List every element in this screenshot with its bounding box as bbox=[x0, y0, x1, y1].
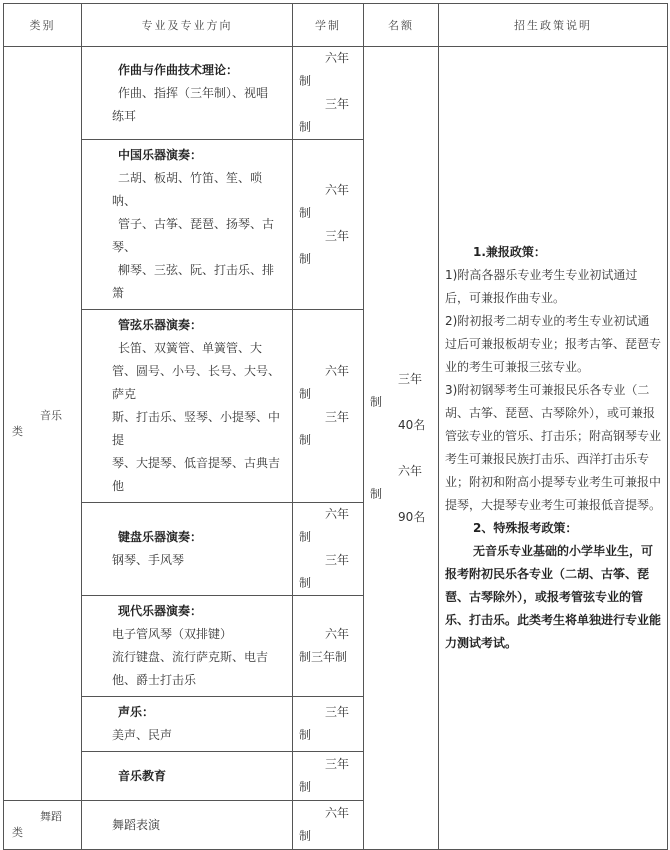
major-vocal bbox=[82, 697, 293, 752]
quota-line: 制 bbox=[370, 394, 383, 409]
major-line: 他、爵士打击乐 bbox=[112, 673, 197, 687]
major-chinese bbox=[82, 140, 293, 310]
major-line: 琴、大提琴、低音提琴、古典吉他 bbox=[112, 456, 281, 493]
length-line: 制 bbox=[299, 728, 312, 742]
length-line: 三年 bbox=[325, 705, 350, 719]
major-composition-title: 作曲与作曲技术理论： bbox=[118, 62, 239, 77]
policy-item-1: 1)附高各器乐专业考生专业初试通过后，可兼报作曲专业。 bbox=[445, 268, 638, 305]
header-row bbox=[4, 4, 668, 47]
length-line: 制 bbox=[299, 530, 312, 544]
length-line: 三年 bbox=[325, 757, 350, 771]
length-line: 制 bbox=[299, 387, 312, 401]
major-line: 舞蹈表演 bbox=[112, 817, 161, 832]
category-music-line2: 类 bbox=[12, 424, 23, 438]
length-dance bbox=[293, 801, 364, 850]
policy-item-3: 3)附初钢琴考生可兼报民乐各专业（二胡、古筝、琵琶、古琴除外），或可兼报管弦专业的管乐、打击乐；附高钢琴专业考生可兼报民族打击乐、西洋打击乐专业；附初和附高小提琴专业考生可兼报中提琴，大提琴专业考生可兼报低音提琴。 bbox=[445, 383, 662, 512]
quota-line: 40名 bbox=[398, 417, 426, 432]
major-orchestral bbox=[82, 310, 293, 503]
admissions-table bbox=[3, 3, 668, 850]
major-orchestral-title: 管弦乐器演奏： bbox=[118, 318, 203, 332]
policy-special-line1: 无音乐专业基础的小学毕业生，可 bbox=[473, 544, 654, 558]
header-quota: 名额 bbox=[364, 4, 439, 47]
major-vocal-title: 声乐： bbox=[118, 705, 155, 719]
length-education bbox=[293, 752, 364, 801]
length-keyboard bbox=[293, 503, 364, 596]
length-line: 六年 bbox=[325, 627, 350, 641]
policy-heading-1: 1.兼报政策： bbox=[473, 245, 546, 259]
quota-line: 三年 bbox=[398, 371, 423, 386]
major-line: 电子管风琴（双排键） bbox=[112, 627, 233, 641]
category-dance-line2: 类 bbox=[12, 826, 23, 839]
major-keyboard-title: 键盘乐器演奏： bbox=[118, 530, 203, 544]
major-dance bbox=[82, 801, 293, 850]
length-line: 六年 bbox=[325, 182, 350, 197]
category-dance-line1: 舞蹈 bbox=[40, 810, 62, 823]
policy-item-2: 2)附初报考二胡专业的考生专业初试通过后可兼报板胡专业；报考古筝、琵琶专业的考生可兼报三弦专业。 bbox=[445, 314, 662, 374]
length-line: 制 bbox=[299, 205, 312, 220]
header-category: 类别 bbox=[4, 4, 82, 47]
length-line: 六年 bbox=[325, 507, 350, 521]
major-education bbox=[82, 752, 293, 801]
major-line: 二胡、板胡、竹笛、笙、唢 bbox=[118, 171, 263, 185]
length-line: 制 bbox=[299, 780, 312, 794]
quota-line: 六年 bbox=[398, 463, 423, 478]
major-chinese-title: 中国乐器演奏： bbox=[118, 148, 203, 162]
major-line: 斯、打击乐、竖琴、小提琴、中提 bbox=[112, 410, 281, 447]
length-line: 三年 bbox=[325, 553, 350, 567]
major-line: 美声、民声 bbox=[112, 728, 173, 742]
header-major: 专业及专业方向 bbox=[82, 4, 293, 47]
length-line: 制 bbox=[299, 433, 312, 447]
length-orchestral bbox=[293, 310, 364, 503]
length-chinese bbox=[293, 140, 364, 310]
major-keyboard bbox=[82, 503, 293, 596]
length-line: 六年 bbox=[325, 806, 350, 820]
length-vocal bbox=[293, 697, 364, 752]
length-line: 六年 bbox=[325, 51, 350, 65]
policy-special-line2: 报考附初民乐各专业（二胡、古筝、琵琶、古琴除外），或报考管弦专业的管乐、打击乐。此类考生将单独进行专业能力测试考试。 bbox=[445, 567, 662, 650]
length-line: 制 bbox=[299, 74, 312, 88]
category-dance bbox=[4, 801, 82, 850]
major-modern bbox=[82, 596, 293, 697]
length-line: 制 bbox=[299, 120, 312, 134]
row-composition bbox=[4, 47, 668, 140]
length-line: 三年 bbox=[325, 97, 350, 111]
quota-line: 制 bbox=[370, 486, 383, 501]
length-line: 三年 bbox=[325, 410, 350, 424]
major-education-title: 音乐教育 bbox=[118, 768, 167, 783]
category-music-line1: 音乐 bbox=[40, 408, 62, 422]
quota-line: 90名 bbox=[398, 509, 426, 524]
major-composition bbox=[82, 47, 293, 140]
major-line: 管子、古筝、琵琶、扬琴、古 bbox=[118, 217, 275, 231]
major-line: 管、圆号、小号、长号、大号、萨克 bbox=[112, 364, 281, 401]
policy-heading-2: 2、特殊报考政策： bbox=[473, 521, 578, 535]
length-line: 制 bbox=[299, 251, 312, 266]
major-line: 呐、 bbox=[112, 194, 137, 208]
major-line: 作曲、指挥（三年制）、视唱 bbox=[118, 85, 269, 100]
major-line: 柳琴、三弦、阮、打击乐、排 bbox=[118, 263, 275, 277]
major-line: 练耳 bbox=[112, 108, 137, 123]
category-music bbox=[4, 47, 82, 801]
length-composition bbox=[293, 47, 364, 140]
length-modern bbox=[293, 596, 364, 697]
quota-cell bbox=[364, 47, 439, 850]
major-line: 钢琴、手风琴 bbox=[112, 553, 185, 567]
length-line: 六年 bbox=[325, 364, 350, 378]
length-line: 制 bbox=[299, 576, 312, 590]
major-line: 琴、 bbox=[112, 240, 137, 254]
major-line: 长笛、双簧管、单簧管、大 bbox=[118, 341, 263, 355]
length-line: 制三年制 bbox=[299, 650, 348, 664]
header-length: 学制 bbox=[293, 4, 364, 47]
major-line: 流行键盘、流行萨克斯、电吉 bbox=[112, 650, 269, 664]
policy-cell bbox=[439, 47, 668, 850]
length-line: 制 bbox=[299, 829, 312, 843]
length-line: 三年 bbox=[325, 228, 350, 243]
header-policy: 招生政策说明 bbox=[439, 4, 668, 47]
major-modern-title: 现代乐器演奏： bbox=[118, 604, 203, 618]
major-line: 箫 bbox=[112, 286, 125, 300]
